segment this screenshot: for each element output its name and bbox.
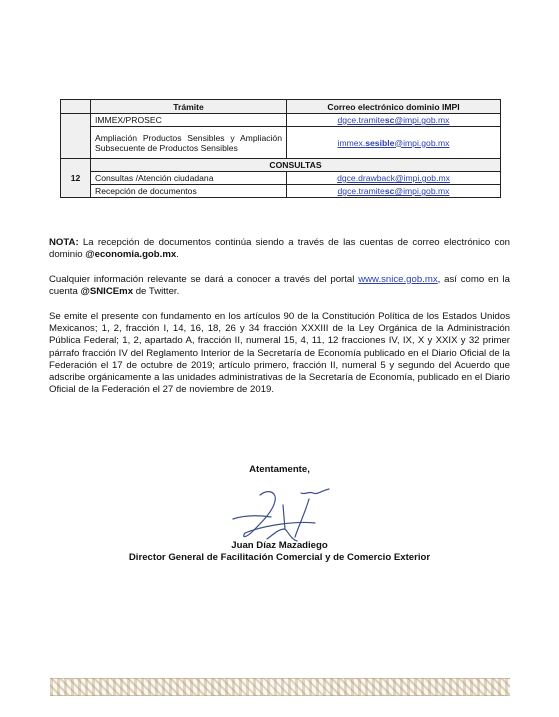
section-number: 12 xyxy=(61,159,91,198)
closing-greeting: Atentamente, xyxy=(249,464,310,475)
number-cell xyxy=(61,114,91,159)
signer-name: Juan Díaz Mazadiego xyxy=(231,540,328,551)
section-label: CONSULTAS xyxy=(91,159,501,172)
tramite-cell: Recepción de documentos xyxy=(91,185,287,198)
info-paragraph: Cualquier información relevante se dará a conocer a través del portal www.snice.gob.mx, así como en la cuenta @SNICEmx de Twitter. xyxy=(49,274,510,298)
domain-text: @economia.gob.mx xyxy=(85,249,177,261)
tramite-cell: IMMEX/PROSEC xyxy=(91,114,287,127)
table-row xyxy=(61,172,501,185)
fundamento-paragraph: Se emite el presente con fundamento en los artículos 90 de la Constitución Política de los Estados Unidos Mexicanos; 1, 2, fracción I, 14, 16, 18, 26 y 34 fracción XXXIII de la Ley Orgánica de la Administración Pública Federal; 1, 2, apartado A, fracción II, numeral 15, 4, 11, 12 fracciones IV, IX, X y XXIX y 32 primer párrafo fracción IV del Reglamento Interior de la Secretaría de Economía publicado en el Diario Oficial de la Federación el 17 de octubre de 2019; artículo primero, fracción II, numeral 5 y segundo del Acuerdo que adscribe orgánicamente a las unidades administrativas de la Secretaría de Economía, publicado en el Diario Oficial de la Federación el 27 de noviembre de 2019. xyxy=(49,311,510,396)
tramite-header: Trámite xyxy=(91,100,287,114)
nota-paragraph: NOTA: La recepción de documentos continúa siendo a través de las cuentas de correo electrónico con dominio @economia.gob.mx. xyxy=(49,237,510,261)
decorative-footer-band xyxy=(50,678,510,696)
signer-title: Director General de Facilitación Comercial y de Comercio Exterior xyxy=(128,552,431,563)
table-row xyxy=(61,127,501,159)
table-header-row xyxy=(61,100,501,114)
email-link[interactable]: immex.sesible@impi.gob.mx xyxy=(287,127,501,159)
nota-label: NOTA: xyxy=(49,237,79,248)
email-link[interactable]: dgce.tramitesc@impi.gob.mx xyxy=(287,114,501,127)
email-header: Correo electrónico dominio IMPI xyxy=(287,100,501,114)
email-link[interactable]: dgce.drawback@impi.gob.mx xyxy=(287,172,501,185)
number-header xyxy=(61,100,91,114)
twitter-account: @SNICEmx xyxy=(80,286,134,298)
contact-table xyxy=(60,99,501,198)
table-row xyxy=(61,114,501,127)
section-row xyxy=(61,159,501,172)
email-link[interactable]: dgce.tramitesc@impi.gob.mx xyxy=(287,185,501,198)
tramite-cell: Ampliación Productos Sensibles y Ampliación Subsecuente de Productos Sensibles xyxy=(91,127,287,159)
table-row xyxy=(61,185,501,198)
signature-image xyxy=(205,485,345,545)
portal-link[interactable]: www.snice.gob.mx xyxy=(358,274,438,285)
tramite-cell: Consultas /Atención ciudadana xyxy=(91,172,287,185)
